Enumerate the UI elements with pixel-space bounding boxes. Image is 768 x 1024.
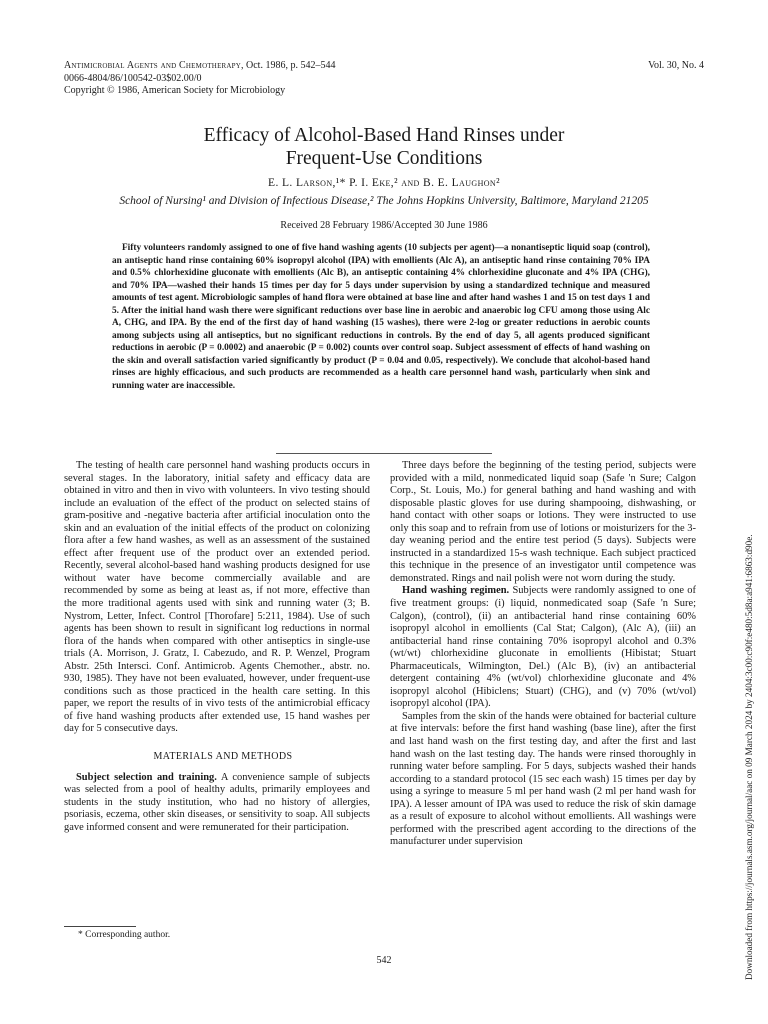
sampling-paragraph: Samples from the skin of the hands were obtained for bacterial culture at five intervals: before the first hand washing (base line), after the first and last hand wash on the first testing day, and after the first and last hand wash on the last testing day. The hands were rinsed thoroughly in running water before sampling. For 5 days, subjects washed their hands according to a standard protocol (15 sec each wash) 15 times per day by using a syringe to measure 5 ml per hand wash (2 ml per hand wash for IPA). A lesser amount of IPA was used to reduce the risk of skin damage as a result of exposure to alcohol without emollients. All washings were performed with the prescribed agent according to the directions of the manufacturer under supervision bbox=[390, 710, 696, 848]
download-watermark: Downloaded from https://journals.asm.org/journal/aac on 09 March 2024 by 2404:3c00:c90f:e480:5d8a:a941:6863:d90e. bbox=[744, 534, 754, 980]
subject-selection-paragraph bbox=[64, 772, 370, 835]
journal-name: Antimicrobial Agents and Chemotherapy bbox=[64, 60, 242, 71]
subject-selection-heading: Subject selection and training. bbox=[76, 771, 217, 783]
footnote-rule bbox=[64, 926, 136, 927]
right-column bbox=[390, 460, 696, 849]
copyright-notice: Copyright © 1986, American Society for Microbiology bbox=[64, 85, 286, 96]
article-title-line-1: Efficacy of Alcohol-Based Hand Rinses under bbox=[203, 125, 565, 146]
journal-citation bbox=[64, 60, 564, 73]
page-number: 542 bbox=[376, 955, 392, 966]
abstract: Fifty volunteers randomly assigned to one of five hand washing agents (10 subjects per agent)—a nonantiseptic liquid soap (control), an antiseptic hand rinse containing 60% isopropyl alcohol (IPA) with emollients (Alc A), an antiseptic hand rinse containing 70% IPA and 0.5% chlorhexidine gluconate with emollients (Alc B), an antiseptic containing 4% chlorhexidine gluconate and 4% IPA (CHG), and 70% IPA—washed their hands 15 times per day for 5 days under supervision by using a standardized technique and measured amounts of test agent. Microbiologic samples of hand flora were obtained at base line and after hand washes 1 and 15 on test days 1 and 5. After the initial hand wash there were significant reductions over base line in aerobic and anaerobic log CFU among those using Alc A, CHG, and IPA. By the end of the first day of hand washing (15 washes), there were 2-log or greater reductions in aerobic counts among subjects using all antiseptics, but no significant reductions in controls. By the end of day 5, all agents produced significant reductions in aerobic (P = 0.0002) and anaerobic (P = 0.002) counts over control soap. Subject assessment of effects of hand washing on the skin and overall satisfaction varied significantly by product (P = 0.04 and 0.05, respectively). We conclude that alcohol-based hand rinses are highly efficacious, and such products are recommended as a health care personnel hand wash, particularly when sink and running water are inaccessible. bbox=[112, 243, 650, 392]
author-list: E. L. Larson,¹* P. I. Eke,² and B. E. Laughon² bbox=[268, 177, 500, 189]
regimen-text: Subjects were randomly assigned to one of five treatment groups: (i) liquid, nonmedicated soap (Safe 'n Sure; Calgon), (control), (ii) an antibacterial hand rinse containing 60% isopropyl alcohol in emollients (Cal Stat; Calgon), (Alc A), (iii) an antibacterial hand rinse containing 70% isopropyl alcohol and 0.3% (wt/wt) chlorhexidine gluconate in emollients (Hibistat; Stuart Pharmaceuticals, Wilmington, Del.) (Alc B), (iv) an antibacterial detergent containing 4% (wt/vol) chlorhexidine gluconate and 4% isopropyl alcohol (Hibiclens; Stuart) (CHG), and (v) 70% (wt/vol) isopropyl alcohol (IPA). bbox=[390, 585, 696, 710]
intro-paragraph: The testing of health care personnel hand washing products occurs in several stages. In the laboratory, initial safety and efficacy data are obtained in vitro and then in vivo with volunteers. In vivo testing should include an evaluation of the effect of the product on selected stains of gram-positive and -negative bacteria after artificial inoculation onto the skin and an evaluation of the initial effects of the product on colonizing flora after a few hand washes, as well as an assessment of the sustained effect after frequent use of the product over an extended period. Recently, several alcohol-based hand washing products designed for use without water have become commercially available and are recommended by some as being at least as, if not more, effective than the more traditional agents used with sink and running water (3; B. Nystrom, Letter, Infect. Control [Thorofare] 5:211, 1984). Use of such agents has been shown to result in significant log reductions in normal flora of the hands when compared with other antiseptics in single-use trials (A. Morrison, J. Gratz, I. Cabezudo, and R. P. Wenzel, Program Abstr. 25th Intersci. Conf. Antimicrob. Agents Chemother., abstr. no. 930, 1985). They have not been evaluated, however, under frequent-use conditions such as those practiced in the health care setting. In this paper, we report the results of in vivo tests of the antimicrobial efficacy of five hand washing products after extended use, 15 hand washes per day for 5 consecutive days. bbox=[64, 460, 370, 735]
section-heading: MATERIALS AND METHODS bbox=[153, 751, 293, 763]
subject-selection-text: A convenience sample of subjects was selected from a pool of healthy adults, primarily employees and students in the study institution, who had no history of allergies, psoriasis, eczema, other skin diseases, or sensitivity to soap. All subjects gave informed consent and were remunerated for their participation. bbox=[64, 771, 370, 833]
left-column bbox=[64, 460, 370, 834]
issue-info: , Oct. 1986, p. 542–544 bbox=[241, 60, 336, 71]
running-header bbox=[64, 60, 564, 98]
regimen-heading: Hand washing regimen. bbox=[402, 585, 510, 597]
section-divider bbox=[276, 453, 492, 454]
weaning-paragraph: Three days before the beginning of the testing period, subjects were provided with a mild, nonmedicated liquid soap (Safe 'n Sure; Calgon Corp., St. Louis, Mo.) for general bathing and hand washing and with disposable plastic gloves for use during shampooing, dishwashing, or hand contact with other soaps or lotions. They were instructed to use only this soap and to refrain from use of lotions or moisturizers for the 3-day weaning period and the entire test period (5 days). Subjects were instructed in a standardized 15-s wash technique. Each subject practiced this technique in the presence of an investigator until competence was demonstrated. Rings and nail polish were not worn during the study. bbox=[390, 460, 696, 584]
affiliation: School of Nursing¹ and Division of Infectious Disease,² The Johns Hopkins University, Baltimore, Maryland 21205 bbox=[119, 195, 649, 207]
article-title-line-2: Frequent-Use Conditions bbox=[285, 148, 483, 169]
regimen-paragraph bbox=[390, 585, 696, 710]
footnote: * Corresponding author. bbox=[78, 930, 171, 940]
article-code: 0066-4804/86/100542-03$02.00/0 bbox=[64, 72, 202, 84]
volume-info: Vol. 30, No. 4 bbox=[648, 60, 704, 71]
received-dates: Received 28 February 1986/Accepted 30 June 1986 bbox=[280, 220, 488, 231]
